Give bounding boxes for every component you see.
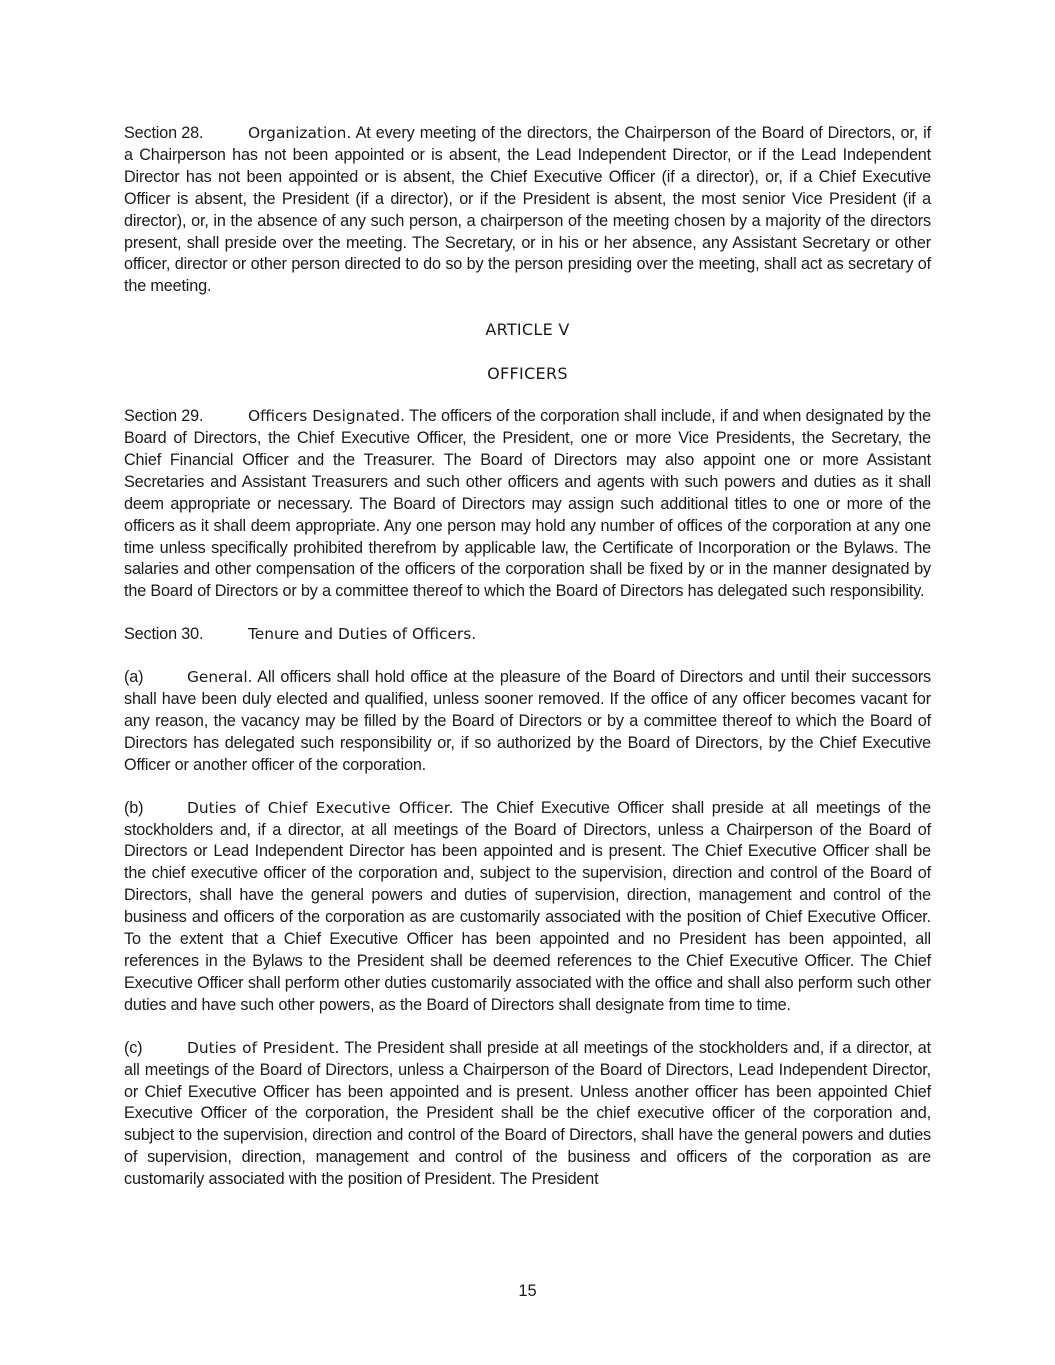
section-28-paragraph bbox=[124, 123, 931, 298]
subsection-a-label: (a) bbox=[124, 668, 144, 687]
subsection-c-text: The President shall preside at all meetings of the stockholders and, if a director, at all meetings of the Board of Directors, unless a Chairperson of the Board of Directors, Lead Independent Director, or Chief Executive Officer has been appointed and is present. Unless another officer has been appointed Chief Executive Officer of the corporation, the President shall be the chief executive officer of the corporation and, subject to the supervision, direction and control of the Board of Directors, shall have the general powers and duties of supervision, direction, management and control of the business and officers of the corporation as are customarily associated with the position of President. The President bbox=[124, 1038, 931, 1189]
subsection-a-text: All officers shall hold office at the pleasure of the Board of Directors and until their successors shall have been duly elected and qualified, unless sooner removed. If the office of any officer becomes vacant for any reason, the vacancy may be filled by the Board of Directors or by a committee thereof to which the Board of Directors has delegated such responsibility or, if so authorized by the Board of Directors, by the Chief Executive Officer or another officer of the corporation. bbox=[124, 668, 931, 774]
subsection-c-heading: Duties of President. bbox=[187, 1038, 340, 1057]
section-28-heading: Organization. bbox=[248, 124, 352, 142]
page-number: 15 bbox=[518, 1282, 537, 1300]
section-29-number: Section 29. bbox=[124, 407, 204, 426]
section-30-heading: Tenure and Duties of Officers. bbox=[248, 625, 477, 644]
subsection-b-text: The Chief Executive Officer shall preside at all meetings of the stockholders and, if a director, at all meetings of the Board of Directors, unless a Chairperson of the Board of Directors or Lead Independent Director has been appointed and is present. The Chief Executive Officer shall be the chief executive officer of the corporation and, subject to the supervision, direction and control of the Board of Directors, shall have the general powers and duties of supervision, direction, management and control of the business and officers of the corporation as are customarily associated with the position of Chief Executive Officer. To the extent that a Chief Executive Officer has been appointed and no President has been appointed, all references in the Bylaws to the President shall be deemed references to the Chief Executive Officer. The Chief Executive Officer shall perform other duties customarily associated with the office and shall also perform such other duties and have such other powers, as the Board of Directors shall designate from time to time. bbox=[124, 798, 931, 1014]
subsection-b-paragraph bbox=[124, 798, 931, 1017]
article-subtitle: OFFICERS bbox=[487, 364, 568, 384]
section-28-number: Section 28. bbox=[124, 124, 204, 142]
subsection-a-heading: General. bbox=[187, 668, 253, 687]
section-28-text: At every meeting of the directors, the Chairperson of the Board of Directors, or, if a Chairperson has not been appointed or is absent, the Lead Independent Director, or if the Lead Independent Director has not been appointed or is absent, the Chief Executive Officer (if a director), or, if a Chief Executive Officer is absent, the President (if a director), or if the President is absent, the most senior Vice President (if a director), or, in the absence of any such person, a chairperson of the meeting chosen by a majority of the directors present, shall preside over the meeting. The Secretary, or in his or her absence, any Assistant Secretary or other officer, director or other person directed to do so by the person presiding over the meeting, shall act as secretary of the meeting. bbox=[124, 124, 931, 296]
section-30-heading-line bbox=[124, 624, 931, 646]
article-heading: ARTICLE V bbox=[485, 320, 570, 340]
section-29-paragraph bbox=[124, 406, 931, 603]
subsection-c-paragraph bbox=[124, 1038, 931, 1191]
subsection-a-paragraph bbox=[124, 667, 931, 777]
section-29-text: The officers of the corporation shall include, if and when designated by the Board of Directors, the Chief Executive Officer, the President, one or more Vice Presidents, the Secretary, the Chief Financial Officer and the Treasurer. The Board of Directors may also appoint one or more Assistant Secretaries and Assistant Treasurers and such other officers and agents with such powers and duties as it shall deem appropriate or necessary. The Board of Directors may assign such additional titles to one or more of the officers as it shall deem appropriate. Any one person may hold any number of offices of the corporation at any one time unless specifically prohibited therefrom by applicable law, the Certificate of Incorporation or the Bylaws. The salaries and other compensation of the officers of the corporation shall be fixed by or in the manner designated by the Board of Directors or by a committee thereof to which the Board of Directors has delegated such responsibility. bbox=[124, 407, 931, 601]
document-page bbox=[124, 123, 931, 1212]
section-30-number: Section 30. bbox=[124, 625, 204, 644]
subsection-b-heading: Duties of Chief Executive Officer. bbox=[187, 798, 454, 817]
subsection-b-label: (b) bbox=[124, 798, 144, 817]
subsection-c-label: (c) bbox=[124, 1038, 143, 1057]
section-29-heading: Officers Designated. bbox=[248, 407, 405, 426]
